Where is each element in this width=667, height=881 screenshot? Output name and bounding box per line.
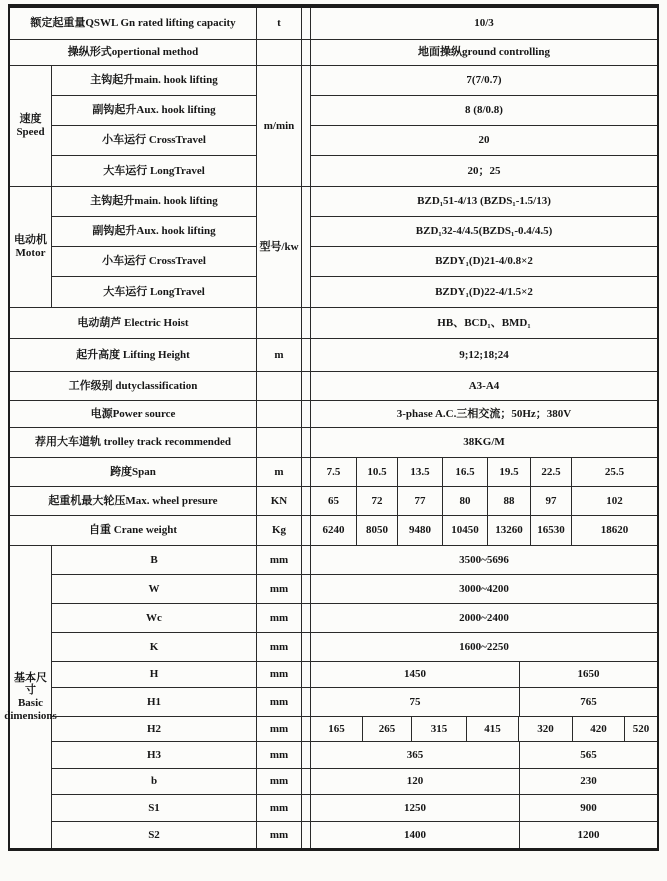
group-label-zh: 基本尺寸 — [14, 671, 47, 697]
column-gutter — [302, 401, 310, 427]
value-cell: 10/3 — [474, 17, 494, 30]
value-cell: 97 — [531, 487, 572, 515]
value-cell: BZD₁51-4/13 (BZDS₁-1.5/13) — [311, 187, 657, 217]
column-gutter — [302, 487, 310, 515]
value-cell: 10450 — [443, 516, 488, 545]
column-gutter — [302, 546, 310, 574]
row-label: 主钩起升main. hook lifting — [52, 187, 256, 217]
value-cell: 520 — [632, 722, 650, 735]
unit-cell — [257, 428, 302, 457]
row-label: 副钩起升Aux. hook lifting — [52, 96, 256, 126]
row-span — [10, 458, 657, 487]
column-gutter — [302, 308, 310, 338]
value-cell: 72 — [357, 487, 398, 515]
dim-row-H1 — [52, 688, 657, 717]
column-gutter — [302, 662, 310, 687]
group-label-en: dimensions — [4, 709, 57, 722]
unit-cell: m — [257, 339, 302, 371]
unit-cell: mm — [257, 742, 302, 768]
unit-cell: mm — [257, 604, 302, 632]
value-cell: 20 — [311, 126, 657, 156]
value-cell: 13.5 — [398, 458, 443, 486]
value-cell: 80 — [443, 487, 488, 515]
value-cell: 25.5 — [604, 465, 625, 478]
row-duty-classification — [10, 372, 657, 401]
group-label-zh: 电动机 — [14, 234, 47, 247]
motor-section — [10, 187, 657, 308]
unit-cell-merged: 型号/kw — [257, 187, 302, 307]
row-label: H2 — [52, 717, 257, 741]
value-cell: 1400 — [311, 822, 520, 848]
column-gutter — [302, 516, 310, 545]
value-cell: 8050 — [357, 516, 398, 545]
group-label-dimensions — [4, 546, 57, 848]
value-cell: 88 — [488, 487, 531, 515]
row-label: b — [52, 769, 257, 794]
value-cell: 1450 — [311, 662, 520, 687]
value-cell: 9480 — [398, 516, 443, 545]
value-cell: 420 — [573, 717, 625, 741]
column-gutter — [302, 575, 310, 603]
unit-cell: mm — [257, 795, 302, 821]
unit-cell: mm — [257, 688, 302, 716]
unit-cell: t — [257, 8, 302, 39]
column-gutter — [302, 795, 310, 821]
value-cell: 地面操纵ground controlling — [418, 46, 550, 59]
column-gutter — [302, 769, 310, 794]
value-cell: 900 — [580, 801, 597, 814]
dim-row-W — [52, 575, 657, 604]
group-label-zh: 速度 — [19, 113, 42, 126]
row-label: 小车运行 CrossTravel — [52, 247, 256, 277]
value-cell: BZDY₁(D)21-4/0.8×2 — [311, 247, 657, 277]
row-label: B — [52, 546, 257, 574]
row-lifting-height — [10, 339, 657, 372]
value-cell: 120 — [311, 769, 520, 794]
unit-cell: mm — [257, 769, 302, 794]
unit-cell: mm — [257, 822, 302, 848]
group-label-motor — [10, 187, 52, 307]
dim-row-S2 — [52, 822, 657, 848]
row-label: 大车运行 LongTravel — [103, 285, 205, 298]
unit-cell: mm — [257, 662, 302, 687]
value-cell: 1250 — [311, 795, 520, 821]
value-cell: 365 — [311, 742, 520, 768]
value-cell: BZD₁32-4/4.5(BZDS₁-0.4/4.5) — [311, 217, 657, 247]
unit-cell — [257, 401, 302, 427]
value-cell: 165 — [311, 717, 363, 741]
dim-row-S1 — [52, 795, 657, 822]
value-cell: 16530 — [531, 516, 572, 545]
value-cell: 6240 — [311, 516, 357, 545]
value-cell: 7(7/0.7) — [311, 66, 657, 96]
row-label: H3 — [52, 742, 257, 768]
value-cell: 20；25 — [467, 164, 501, 177]
value-cell: 320 — [519, 717, 573, 741]
row-label: K — [52, 633, 257, 661]
unit-cell: m — [257, 458, 302, 486]
value-cell: 77 — [398, 487, 443, 515]
row-label: S1 — [52, 795, 257, 821]
group-label-en: Motor — [15, 247, 46, 259]
group-label-en: Basic — [17, 697, 44, 709]
dim-row-H — [52, 662, 657, 688]
row-label: H1 — [52, 688, 257, 716]
row-crane-weight — [10, 516, 657, 546]
row-label: 电源Power source — [10, 401, 257, 427]
column-gutter — [302, 187, 310, 307]
value-cell: 8 (8/0.8) — [311, 96, 657, 126]
value-cell: 1200 — [577, 828, 600, 841]
row-label: 主钩起升main. hook lifting — [52, 66, 256, 96]
row-label: Wc — [52, 604, 257, 632]
value-cell: 19.5 — [488, 458, 531, 486]
row-label: 跨度Span — [10, 458, 257, 486]
value-cell: 7.5 — [311, 458, 357, 486]
crane-spec-table — [4, 4, 659, 851]
dim-row-B — [52, 546, 657, 575]
speed-section — [10, 66, 657, 187]
row-label: 电动葫芦 Electric Hoist — [10, 308, 257, 338]
row-rated-capacity — [10, 8, 657, 40]
value-cell: 10.5 — [357, 458, 398, 486]
row-label: 额定起重量QSWL Gn rated lifting capacity — [10, 8, 257, 39]
column-gutter — [302, 717, 310, 741]
value-cell: 565 — [580, 748, 597, 761]
value-cell: 1650 — [577, 668, 600, 681]
column-gutter — [302, 604, 310, 632]
row-label: 小车运行 CrossTravel — [52, 126, 256, 156]
row-trolley-track — [10, 428, 657, 458]
value-cell: 3500~5696 — [459, 553, 509, 566]
value-cell: 38KG/M — [463, 436, 505, 449]
value-cell: 265 — [363, 717, 412, 741]
value-cell: 1600~2250 — [459, 640, 509, 653]
value-cell: 9;12;18;24 — [459, 348, 509, 361]
dim-row-H2 — [52, 717, 657, 742]
row-label: 起重机最大轮压Max. wheel presure — [10, 487, 257, 515]
value-cell: 13260 — [488, 516, 531, 545]
row-label: H — [52, 662, 257, 687]
unit-cell: mm — [257, 717, 302, 741]
column-gutter — [302, 372, 310, 400]
dim-row-b — [52, 769, 657, 795]
value-cell: 3000~4200 — [459, 582, 509, 595]
unit-cell: mm — [257, 575, 302, 603]
column-gutter — [302, 40, 310, 65]
value-cell: 230 — [580, 775, 597, 788]
dim-row-H3 — [52, 742, 657, 769]
column-gutter — [302, 428, 310, 457]
unit-cell: Kg — [257, 516, 302, 545]
value-cell: A3-A4 — [468, 379, 500, 392]
column-gutter — [302, 822, 310, 848]
column-gutter — [302, 633, 310, 661]
row-label: 副钩起升Aux. hook lifting — [52, 217, 256, 247]
column-gutter — [302, 66, 310, 186]
unit-cell: KN — [257, 487, 302, 515]
value-cell: BZDY₁(D)22-4/1.5×2 — [435, 285, 533, 298]
row-label: 大车运行 LongTravel — [103, 164, 205, 177]
dim-row-Wc — [52, 604, 657, 633]
column-gutter — [302, 688, 310, 716]
value-cell: 22.5 — [531, 458, 572, 486]
dimensions-section — [4, 546, 657, 848]
unit-cell-merged: m/min — [257, 66, 302, 186]
value-cell: 415 — [467, 717, 519, 741]
row-label: 工作级别 dutyclassification — [10, 372, 257, 400]
row-electric-hoist — [10, 308, 657, 339]
row-power-source — [10, 401, 657, 428]
row-label: 起升高度 Lifting Height — [10, 339, 257, 371]
value-cell: 102 — [606, 494, 623, 507]
column-gutter — [302, 742, 310, 768]
column-gutter — [302, 8, 310, 39]
value-cell: 315 — [412, 717, 467, 741]
column-gutter — [302, 458, 310, 486]
column-gutter — [302, 339, 310, 371]
unit-cell — [257, 308, 302, 338]
value-cell: 75 — [311, 688, 520, 716]
row-label: 操纵形式opertional method — [10, 40, 257, 65]
group-label-en: Speed — [16, 126, 45, 138]
value-cell: 3-phase A.C.三相交流；50Hz；380V — [396, 407, 572, 420]
value-cell: 16.5 — [443, 458, 488, 486]
row-label: W — [52, 575, 257, 603]
value-cell: 65 — [311, 487, 357, 515]
row-wheel-pressure — [10, 487, 657, 516]
unit-cell: mm — [257, 546, 302, 574]
value-cell: 18620 — [600, 524, 629, 537]
value-cell: 2000~2400 — [459, 611, 509, 624]
row-label: 荐用大车道轨 trolley track recommended — [10, 428, 257, 457]
value-cell: HB、BCD₁、BMD₁ — [437, 316, 531, 329]
unit-cell — [257, 372, 302, 400]
unit-cell — [257, 40, 302, 65]
unit-cell: mm — [257, 633, 302, 661]
group-label-speed — [10, 66, 52, 186]
row-operation-method — [10, 40, 657, 66]
value-cell: 765 — [580, 695, 597, 708]
row-label: 自重 Crane weight — [10, 516, 257, 545]
dim-row-K — [52, 633, 657, 662]
row-label: S2 — [52, 822, 257, 848]
